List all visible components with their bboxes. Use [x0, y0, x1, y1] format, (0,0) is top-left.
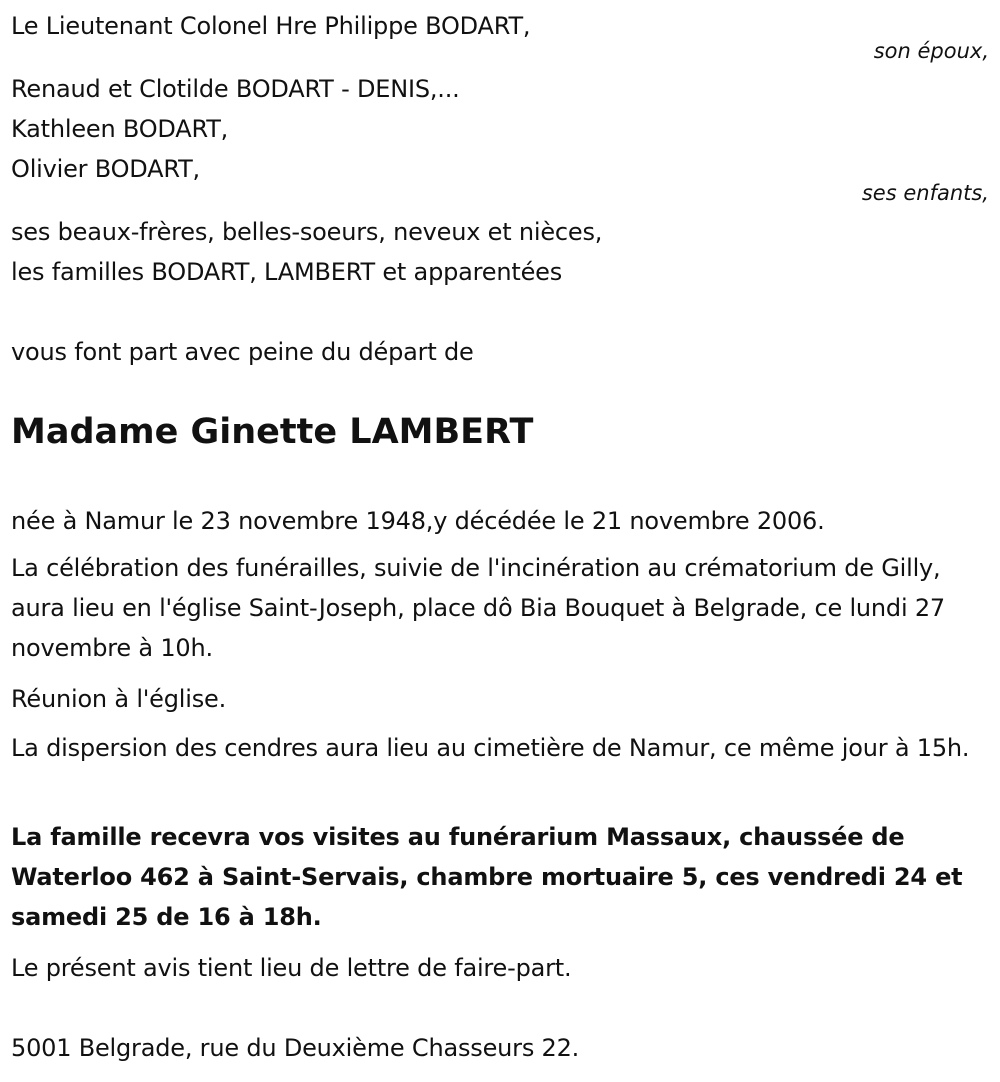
ceremony-paragraph: La célébration des funérailles, suivie de l'incinération au crématorium de Gilly, aura lieu en l'église Saint-Joseph, place dô Bia Bouquet à Belgrade, ce lundi 27 novembre à 10h.	[11, 554, 946, 662]
notice-paragraph: Le présent avis tient lieu de lettre de faire-part.	[11, 954, 572, 982]
visits-paragraph: La famille recevra vos visites au funérarium Massaux, chaussée de Waterloo 462 à Saint-Servais, chambre mortuaire 5, ces vendredi 24 et samedi 25 de 16 à 18h.	[11, 823, 963, 931]
birth-death-paragraph: née à Namur le 23 novembre 1948,y décédée le 21 novembre 2006.	[11, 507, 825, 535]
address-paragraph: 5001 Belgrade, rue du Deuxième Chasseurs 22.	[11, 1034, 580, 1062]
child-line-2: Kathleen BODART,	[11, 115, 229, 143]
announcement-line: vous font part avec peine du départ de	[11, 338, 474, 366]
relatives-line-2: les familles BODART, LAMBERT et apparentées	[11, 258, 563, 286]
spouse-line: Le Lieutenant Colonel Hre Philippe BODART,	[11, 12, 531, 40]
child-line-1: Renaud et Clotilde BODART - DENIS,...	[11, 75, 460, 103]
child-line-3: Olivier BODART,	[11, 155, 200, 183]
ashes-paragraph: La dispersion des cendres aura lieu au cimetière de Namur, ce même jour à 15h.	[11, 734, 970, 762]
spouse-role: son époux,	[873, 39, 989, 63]
relatives-line-1: ses beaux-frères, belles-soeurs, neveux et nièces,	[11, 218, 603, 246]
meeting-paragraph: Réunion à l'église.	[11, 685, 227, 713]
deceased-name: Madame Ginette LAMBERT	[11, 412, 534, 452]
children-role: ses enfants,	[861, 181, 989, 205]
